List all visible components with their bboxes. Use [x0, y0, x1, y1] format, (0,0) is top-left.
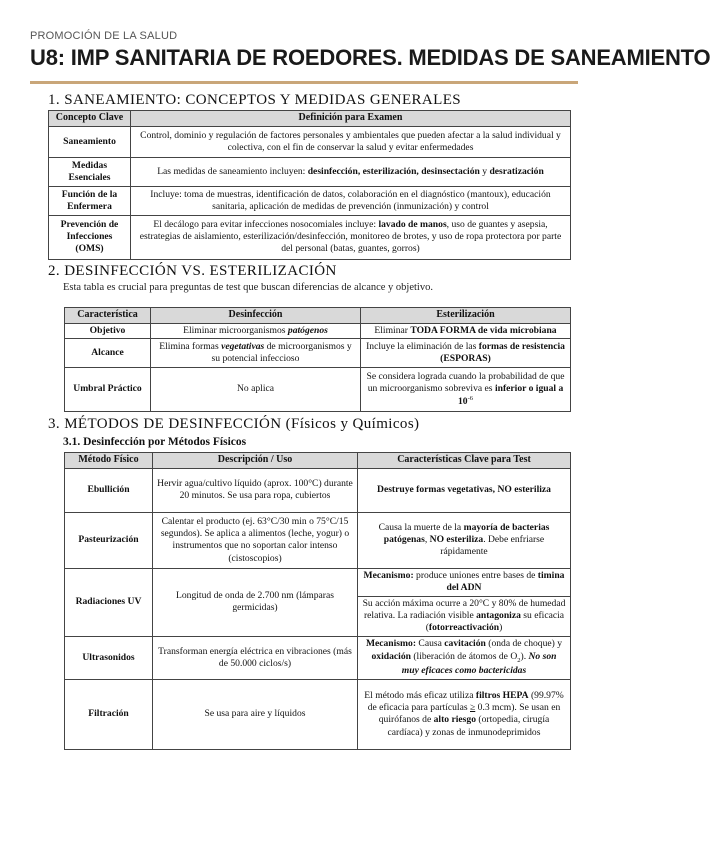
feature-cell: Alcance: [65, 339, 151, 368]
definition-cell: Las medidas de saneamiento incluyen: desinfección, esterilización, desinsectación y desratización: [131, 157, 571, 186]
table-row: [65, 679, 571, 749]
concepts-table: [48, 110, 571, 260]
table-row: [65, 636, 571, 679]
col-header: Definición para Examen: [131, 111, 571, 127]
table-row: [65, 323, 571, 338]
title-divider: [30, 81, 578, 84]
table-header-row: [49, 111, 571, 127]
col-header: Concepto Clave: [49, 111, 131, 127]
method-cell: Radiaciones UV: [65, 568, 153, 636]
sterilization-cell: Eliminar TODA FORMA de vida microbiana: [361, 323, 571, 338]
description-cell: Hervir agua/cultivo líquido (aprox. 100°C) durante 20 minutos. Se usa para ropa, cubiertos: [153, 468, 358, 512]
key-cell: Destruye formas vegetativas, NO esteriliza: [358, 468, 571, 512]
section3-heading: 3. MÉTODOS DE DESINFECCIÓN (Físicos y Químicos): [48, 416, 420, 432]
col-header: Descripción / Uso: [153, 453, 358, 469]
description-cell: Se usa para aire y líquidos: [153, 679, 358, 749]
concept-cell: Función de la Enfermera: [49, 186, 131, 215]
disinfection-cell: Eliminar microorganismos patógenos: [151, 323, 361, 338]
feature-cell: Objetivo: [65, 323, 151, 338]
disinfection-cell: No aplica: [151, 368, 361, 412]
key-cell: Su acción máxima ocurre a 20°C y 80% de humedad relativa. La radiación visible antagoniza su eficacia (fotorreactivación): [358, 596, 571, 636]
table-row: [49, 157, 571, 186]
definition-cell: Control, dominio y regulación de factores personales y ambientales que pueden afectar a la salud individual y colectiva, con el fin de conservar la salud y evitar enfermedades: [131, 126, 571, 157]
sterilization-cell: Incluye la eliminación de las formas de resistencia (ESPORAS): [361, 339, 571, 368]
method-cell: Ebullición: [65, 468, 153, 512]
table-row: [65, 512, 571, 568]
description-cell: Calentar el producto (ej. 63°C/30 min o 75°C/15 segundos). Se aplica a alimentos (leche, yogur) o instrumentos que no soportan calor intenso (cistoscopios): [153, 512, 358, 568]
sterilization-cell: Se considera lograda cuando la probabilidad de que un microorganismo sobreviva es inferior o igual a $10^{-6}$: [361, 368, 571, 412]
section1-heading: 1. SANEAMIENTO: CONCEPTOS Y MEDIDAS GENERALES: [48, 92, 462, 108]
section2-heading: 2. DESINFECCIÓN VS. ESTERILIZACIÓN: [48, 263, 337, 279]
method-cell: Pasteurización: [65, 512, 153, 568]
table-row: [65, 368, 571, 412]
table-row: [65, 568, 571, 596]
disinfection-cell: Elimina formas vegetativas de microorganismos y su potencial infeccioso: [151, 339, 361, 368]
section2-intro: Esta tabla es crucial para preguntas de test que buscan diferencias de alcance y objetivo.: [63, 282, 433, 293]
table-row: [49, 186, 571, 215]
table-row: [65, 468, 571, 512]
concept-cell: Prevención de Infecciones (OMS): [49, 215, 131, 259]
concept-cell: Medidas Esenciales: [49, 157, 131, 186]
description-cell: Transforman energía eléctrica en vibraciones (más de 50.000 ciclos/s): [153, 636, 358, 679]
table-header-row: [65, 453, 571, 469]
key-cell: Causa la muerte de la mayoría de bacterias patógenas, NO esteriliza. Debe enfriarse rápidamente: [358, 512, 571, 568]
col-header: Desinfección: [151, 308, 361, 324]
col-header: Esterilización: [361, 308, 571, 324]
comparison-table: [64, 307, 571, 412]
col-header: Método Físico: [65, 453, 153, 469]
feature-cell: Umbral Práctico: [65, 368, 151, 412]
method-cell: Ultrasonidos: [65, 636, 153, 679]
unit-title: U8: IMP SANITARIA DE ROEDORES. MEDIDAS DE SANEAMIENTO: [30, 45, 710, 70]
col-header: Características Clave para Test: [358, 453, 571, 469]
key-cell: Mecanismo: Causa cavitación (onda de choque) y oxidación (liberación de átomos de $O_2$). No son muy eficaces como bactericidas: [358, 636, 571, 679]
section3-subheading: 3.1. Desinfección por Métodos Físicos: [63, 436, 247, 448]
definition-cell: El decálogo para evitar infecciones nosocomiales incluye: lavado de manos, uso de guantes y asepsia, estrategias de aislamiento, esterilización/desinfección, monitoreo de brotes, y uso de ropa protectora por parte del personal (batas, guantes, gorros): [131, 215, 571, 259]
key-cell: Mecanismo: produce uniones entre bases de timina del ADN: [358, 568, 571, 596]
table-row: [49, 126, 571, 157]
table-row: [65, 339, 571, 368]
description-cell: Longitud de onda de 2.700 nm (lámparas germicidas): [153, 568, 358, 636]
method-cell: Filtración: [65, 679, 153, 749]
table-row: [49, 215, 571, 259]
concept-cell: Saneamiento: [49, 126, 131, 157]
physical-methods-table: [64, 452, 571, 750]
col-header: Característica: [65, 308, 151, 324]
table-header-row: [65, 308, 571, 324]
definition-cell: Incluye: toma de muestras, identificación de datos, colaboración en el diagnóstico (mantoux), educación sanitaria, aplicación de medidas de prevención (inmunización) y control: [131, 186, 571, 215]
key-cell: El método más eficaz utiliza filtros HEPA (99.97% de eficacia para partículas ≥ 0.3 mcm). Se usan en quirófanos de alto riesgo (ortopedia, cirugía cardíaca) y zonas de inmunodeprimidos: [358, 679, 571, 749]
course-kicker: PROMOCIÓN DE LA SALUD: [30, 30, 178, 42]
